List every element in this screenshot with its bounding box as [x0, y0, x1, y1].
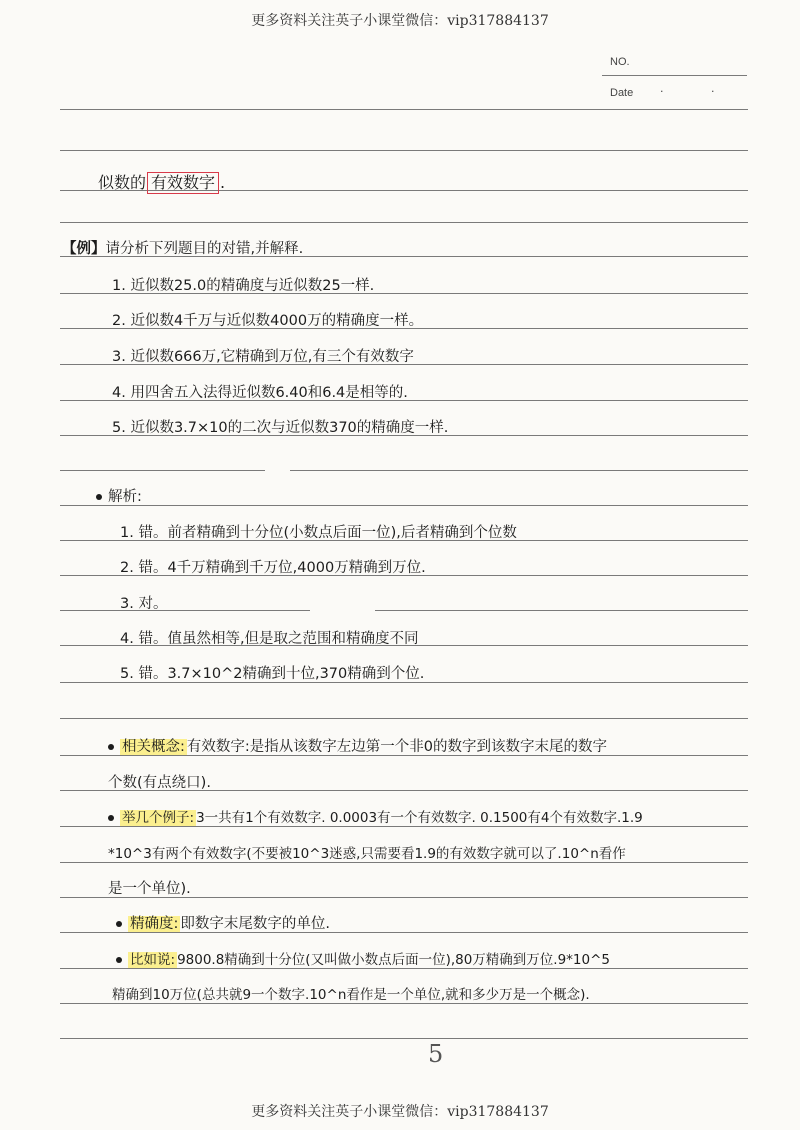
no-label: NO. [610, 56, 630, 68]
page-number: 5 [428, 1040, 444, 1068]
examples-line-1 [120, 806, 643, 826]
title-keyword-box: 有效数字 [147, 172, 219, 194]
example-bracket: 【例】 [62, 241, 106, 257]
examples-line-2: *10^3有两个有效数字(不要被10^3迷惑,只需要看1.9的有效数字就可以了.10^n看作 [108, 846, 626, 862]
precision-text: 即数字末尾数字的单位. [180, 916, 330, 932]
example-item-2: 2. 近似数4千万与近似数4000万的精确度一样。 [112, 313, 424, 329]
instance-bullet [116, 957, 122, 963]
concept-label: 相关概念: [122, 739, 185, 755]
concept-line-2: 个数(有点绕口). [108, 775, 211, 791]
examples-bullet [108, 815, 114, 821]
analysis-item-1: 1. 错。前者精确到十分位(小数点后面一位),后者精确到个位数 [120, 525, 517, 541]
instance-line-2: 精确到10万位(总共就9一个数字.10^n看作是一个单位,就和多少万是一个概念). [112, 987, 590, 1003]
date-dots: · · [660, 85, 737, 98]
precision-label: 精确度: [130, 916, 179, 932]
concept-bullet [108, 744, 114, 750]
page-title [98, 170, 225, 193]
example-item-3: 3. 近似数666万,它精确到万位,有三个有效数字 [112, 349, 414, 365]
analysis-item-4: 4. 错。值虽然相等,但是取之范围和精确度不同 [120, 631, 419, 647]
example-prompt: 请分析下列题目的对错,并解释. [105, 241, 304, 257]
example-item-5: 5. 近似数3.7×10的二次与近似数370的精确度一样. [112, 420, 449, 436]
analysis-label: 解析: [108, 489, 142, 505]
example-item-1: 1. 近似数25.0的精确度与近似数25一样. [112, 278, 375, 294]
instance-line-1 [128, 948, 610, 968]
date-label: Date [610, 87, 634, 99]
examples-text-1: 3一共有1个有效数字. 0.0003有一个有效数字. 0.1500有4个有效数字.1.9 [196, 810, 643, 826]
precision-bullet [116, 921, 122, 927]
title-prefix: 似数的 [98, 173, 147, 192]
instance-label: 比如说: [130, 952, 176, 968]
title-suffix: . [220, 173, 226, 192]
bottom-banner: 更多资料关注英子小课堂微信：vip317884137 [251, 1104, 549, 1120]
examples-line-3: 是一个单位). [108, 881, 191, 897]
example-item-4: 4. 用四舍五入法得近似数6.40和6.4是相等的. [112, 385, 408, 401]
top-banner: 更多资料关注英子小课堂微信：vip317884137 [251, 13, 549, 29]
analysis-item-3: 3. 对。 [120, 596, 168, 612]
concept-text-1: 有效数字:是指从该数字左边第一个非0的数字到该数字末尾的数字 [186, 739, 607, 755]
example-heading [62, 237, 303, 258]
analysis-item-5: 5. 错。3.7×10^2精确到十位,370精确到个位. [120, 666, 425, 682]
analysis-item-2: 2. 错。4千万精确到千万位,4000万精确到万位. [120, 560, 426, 576]
precision-line [128, 912, 330, 933]
analysis-bullet [96, 494, 102, 500]
concept-line-1 [120, 735, 607, 756]
examples-label: 举几个例子: [122, 810, 195, 826]
instance-text-1: 9800.8精确到十分位(又叫做小数点后面一位),80万精确到万位.9*10^5 [177, 952, 611, 968]
